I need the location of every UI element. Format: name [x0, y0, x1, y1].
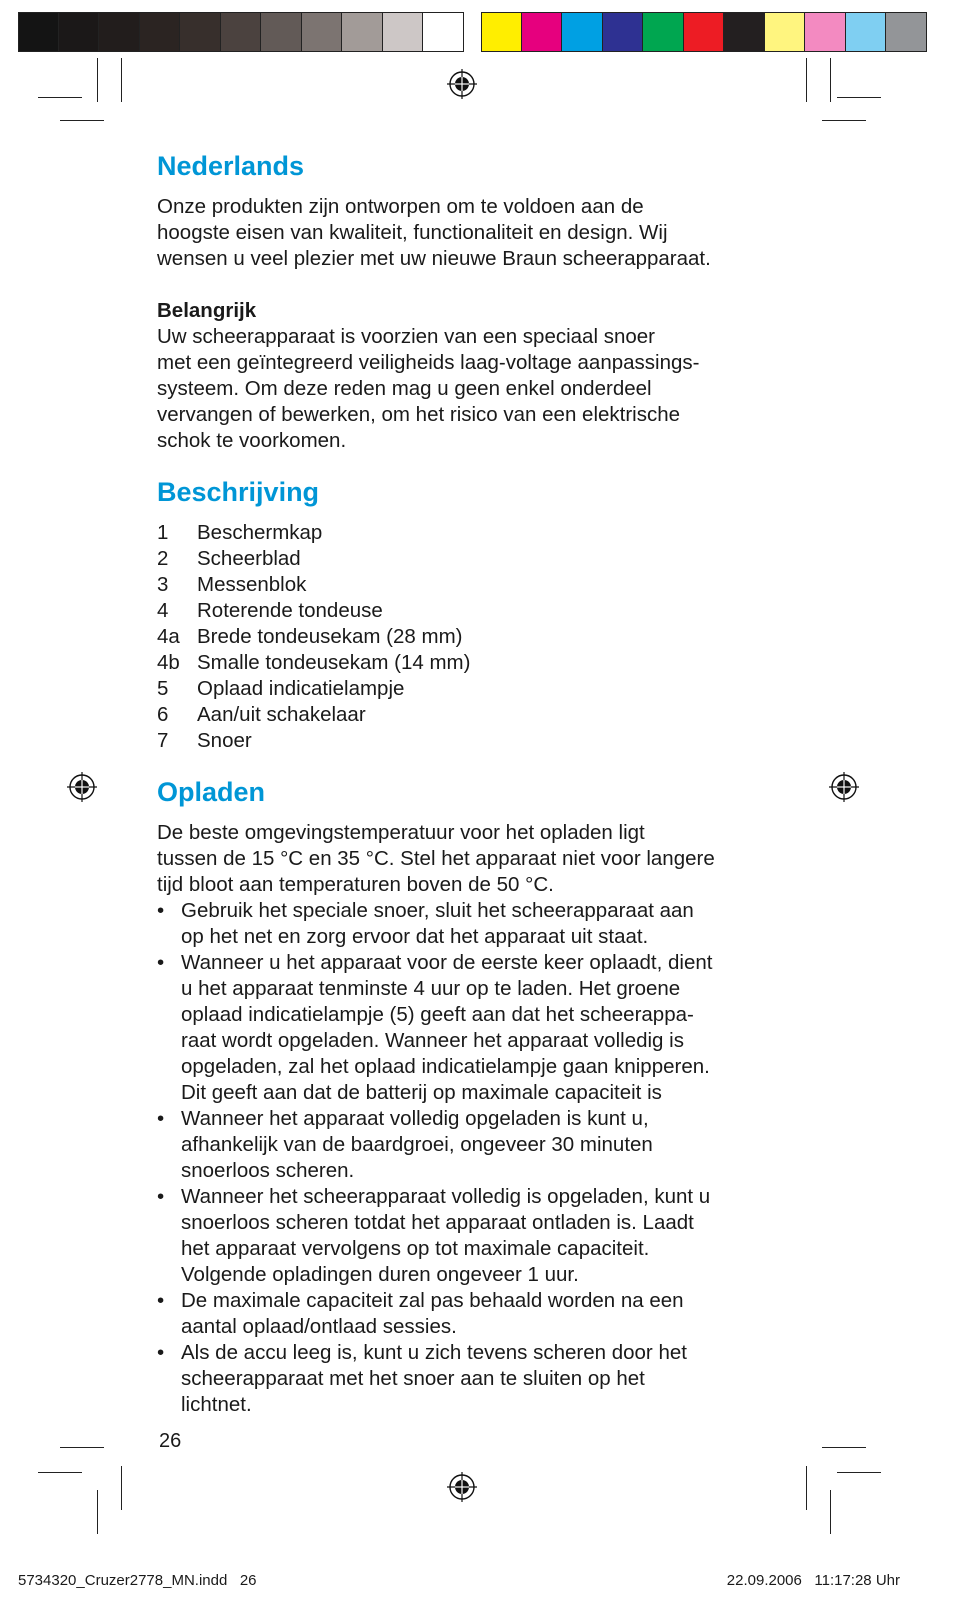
text-line: opgeladen, zal het oplaad indicatielampje gaan knipperen.: [181, 1055, 710, 1078]
list-item: [157, 650, 807, 676]
section-beschrijving: [157, 476, 807, 754]
intro-paragraph: [157, 820, 807, 898]
item-number: 4a: [157, 625, 180, 648]
bullet-item: [157, 898, 807, 950]
section-opladen: [157, 776, 807, 1418]
color-swatch: [59, 12, 100, 52]
file-slug: 5734320_Cruzer2778_MN.indd 26: [18, 1572, 257, 1589]
intro-paragraph: [157, 194, 807, 272]
text-line: Gebruik het speciale snoer, sluit het scheerapparaat aan: [181, 899, 694, 922]
item-text: Roterende tondeuse: [197, 599, 383, 622]
charging-bullet-list: [157, 898, 807, 1418]
color-swatch: [383, 12, 424, 52]
color-swatch: [302, 12, 343, 52]
crop-mark: [60, 1447, 104, 1448]
color-swatch: [643, 12, 684, 52]
color-swatch: [342, 12, 383, 52]
bullet-item: [157, 1288, 807, 1340]
page-number: 26: [159, 1430, 182, 1452]
bullet-text: [181, 1340, 687, 1418]
bullet-dot: •: [157, 1107, 165, 1130]
text-line: snoerloos scheren.: [181, 1159, 355, 1182]
item-number: 2: [157, 547, 169, 570]
text-line: De beste omgevingstemperatuur voor het opladen ligt: [157, 821, 645, 844]
text-line: het apparaat vervolgens op tot maximale capaciteit.: [181, 1237, 650, 1260]
bullet-text: [181, 898, 694, 950]
text-line: tijd bloot aan temperaturen boven de 50 °C.: [157, 873, 554, 896]
color-swatch: [765, 12, 806, 52]
text-line: afhankelijk van de baardgroei, ongeveer 30 minuten: [181, 1133, 653, 1156]
text-line: Volgende opladingen duren ongeveer 1 uur.: [181, 1263, 579, 1286]
item-number: 1: [157, 521, 169, 544]
list-item: [157, 702, 807, 728]
item-number: 6: [157, 703, 169, 726]
list-item: [157, 676, 807, 702]
color-swatch: [18, 12, 59, 52]
text-line: Wanneer u het apparaat voor de eerste keer oplaadt, dient: [181, 951, 713, 974]
bullet-item: [157, 1340, 807, 1418]
registration-mark-icon: [447, 69, 477, 99]
item-number: 4: [157, 599, 169, 622]
item-text: Brede tondeusekam (28 mm): [197, 625, 463, 648]
color-swatch: [886, 12, 927, 52]
color-swatch: [603, 12, 644, 52]
text-line: Dit geeft aan dat de batterij op maximale capaciteit is: [181, 1081, 662, 1104]
important-heading: Belangrijk: [157, 299, 257, 322]
list-item: [157, 520, 807, 546]
text-line: wensen u veel plezier met uw nieuwe Braun scheerapparaat.: [157, 247, 711, 270]
text-line: snoerloos scheren totdat het apparaat ontladen is. Laadt: [181, 1211, 694, 1234]
item-text: Beschermkap: [197, 521, 323, 544]
text-line: Wanneer het scheerapparaat volledig is opgeladen, kunt u: [181, 1185, 711, 1208]
crop-mark: [806, 1466, 807, 1510]
color-swatch: [805, 12, 846, 52]
timestamp-slug: 22.09.2006 11:17:28 Uhr: [726, 1572, 900, 1589]
item-text: Snoer: [197, 729, 252, 752]
list-item: [157, 728, 807, 754]
text-line: Uw scheerapparaat is voorzien van een speciaal snoer: [157, 325, 655, 348]
registration-mark-icon: [447, 1472, 477, 1502]
crop-mark: [830, 1490, 831, 1534]
crop-mark: [60, 120, 104, 121]
color-swatch: [423, 12, 464, 52]
text-line: scheerapparaat met het snoer aan te sluiten op het: [181, 1367, 645, 1390]
text-line: oplaad indicatielampje (5) geeft aan dat het scheerappa-: [181, 1003, 694, 1026]
text-line: hoogste eisen van kwaliteit, functionaliteit en design. Wij: [157, 221, 668, 244]
color-swatch: [481, 12, 522, 52]
item-text: Aan/uit schakelaar: [197, 703, 366, 726]
bullet-text: [181, 1288, 684, 1340]
text-line: aantal oplaad/ontlaad sessies.: [181, 1315, 457, 1338]
section-title: Nederlands: [157, 151, 305, 181]
important-paragraph: [157, 324, 807, 454]
registration-mark-icon: [829, 772, 859, 802]
bullet-dot: •: [157, 1341, 165, 1364]
bullet-dot: •: [157, 1289, 165, 1312]
bullet-dot: •: [157, 951, 165, 974]
item-text: Messenblok: [197, 573, 307, 596]
color-swatch: [724, 12, 765, 52]
bullet-dot: •: [157, 899, 165, 922]
color-swatch: [261, 12, 302, 52]
text-line: op het net en zorg ervoor dat het apparaat uit staat.: [181, 925, 649, 948]
crop-mark: [822, 1447, 866, 1448]
color-swatch: [99, 12, 140, 52]
item-text: Scheerblad: [197, 547, 301, 570]
color-swatch: [180, 12, 221, 52]
item-number: 7: [157, 729, 169, 752]
list-item: [157, 546, 807, 572]
list-item: [157, 598, 807, 624]
section-nederlands: [157, 150, 807, 454]
bullet-item: [157, 1106, 807, 1184]
section-title: Beschrijving: [157, 477, 320, 507]
bullet-text: [181, 950, 712, 1106]
crop-mark: [830, 58, 831, 102]
text-line: systeem. Om deze reden mag u geen enkel onderdeel: [157, 377, 652, 400]
text-line: lichtnet.: [181, 1393, 252, 1416]
bullet-text: [181, 1184, 710, 1288]
list-item: [157, 572, 807, 598]
item-text: Oplaad indicatielampje: [197, 677, 405, 700]
text-line: tussen de 15 °C en 35 °C. Stel het apparaat niet voor langere: [157, 847, 715, 870]
crop-mark: [121, 58, 122, 102]
text-line: Wanneer het apparaat volledig opgeladen is kunt u,: [181, 1107, 649, 1130]
text-line: Onze produkten zijn ontworpen om te voldoen aan de: [157, 195, 644, 218]
text-line: schok te voorkomen.: [157, 429, 347, 452]
color-swatch: [846, 12, 887, 52]
item-number: 3: [157, 573, 169, 596]
crop-mark: [837, 1472, 881, 1473]
color-swatch: [684, 12, 725, 52]
crop-mark: [97, 58, 98, 102]
registration-mark-icon: [67, 772, 97, 802]
crop-mark: [806, 58, 807, 102]
item-number: 5: [157, 677, 169, 700]
text-line: Als de accu leeg is, kunt u zich tevens scheren door het: [181, 1341, 687, 1364]
text-line: De maximale capaciteit zal pas behaald worden na een: [181, 1289, 684, 1312]
crop-mark: [121, 1466, 122, 1510]
crop-mark: [38, 97, 82, 98]
text-line: u het apparaat tenminste 4 uur op te laden. Het groene: [181, 977, 681, 1000]
gray-calibration-bar: [18, 12, 464, 54]
list-item: [157, 624, 807, 650]
bullet-text: [181, 1106, 653, 1184]
item-text: Smalle tondeusekam (14 mm): [197, 651, 471, 674]
crop-mark: [97, 1490, 98, 1534]
bullet-item: [157, 1184, 807, 1288]
item-number: 4b: [157, 651, 180, 674]
crop-mark: [837, 97, 881, 98]
bullet-dot: •: [157, 1185, 165, 1208]
color-swatch: [140, 12, 181, 52]
section-title: Opladen: [157, 777, 266, 807]
parts-list: [157, 520, 807, 754]
color-swatch: [562, 12, 603, 52]
color-calibration-bar: [481, 12, 927, 54]
crop-mark: [38, 1472, 82, 1473]
text-line: met een geïntegreerd veiligheids laag-voltage aanpassings-: [157, 351, 700, 374]
color-swatch: [221, 12, 262, 52]
bullet-item: [157, 950, 807, 1106]
text-line: raat wordt opgeladen. Wanneer het apparaat volledig is: [181, 1029, 684, 1052]
color-swatch: [522, 12, 563, 52]
manual-content: [157, 150, 807, 1418]
text-line: vervangen of bewerken, om het risico van een elektrische: [157, 403, 681, 426]
crop-mark: [822, 120, 866, 121]
